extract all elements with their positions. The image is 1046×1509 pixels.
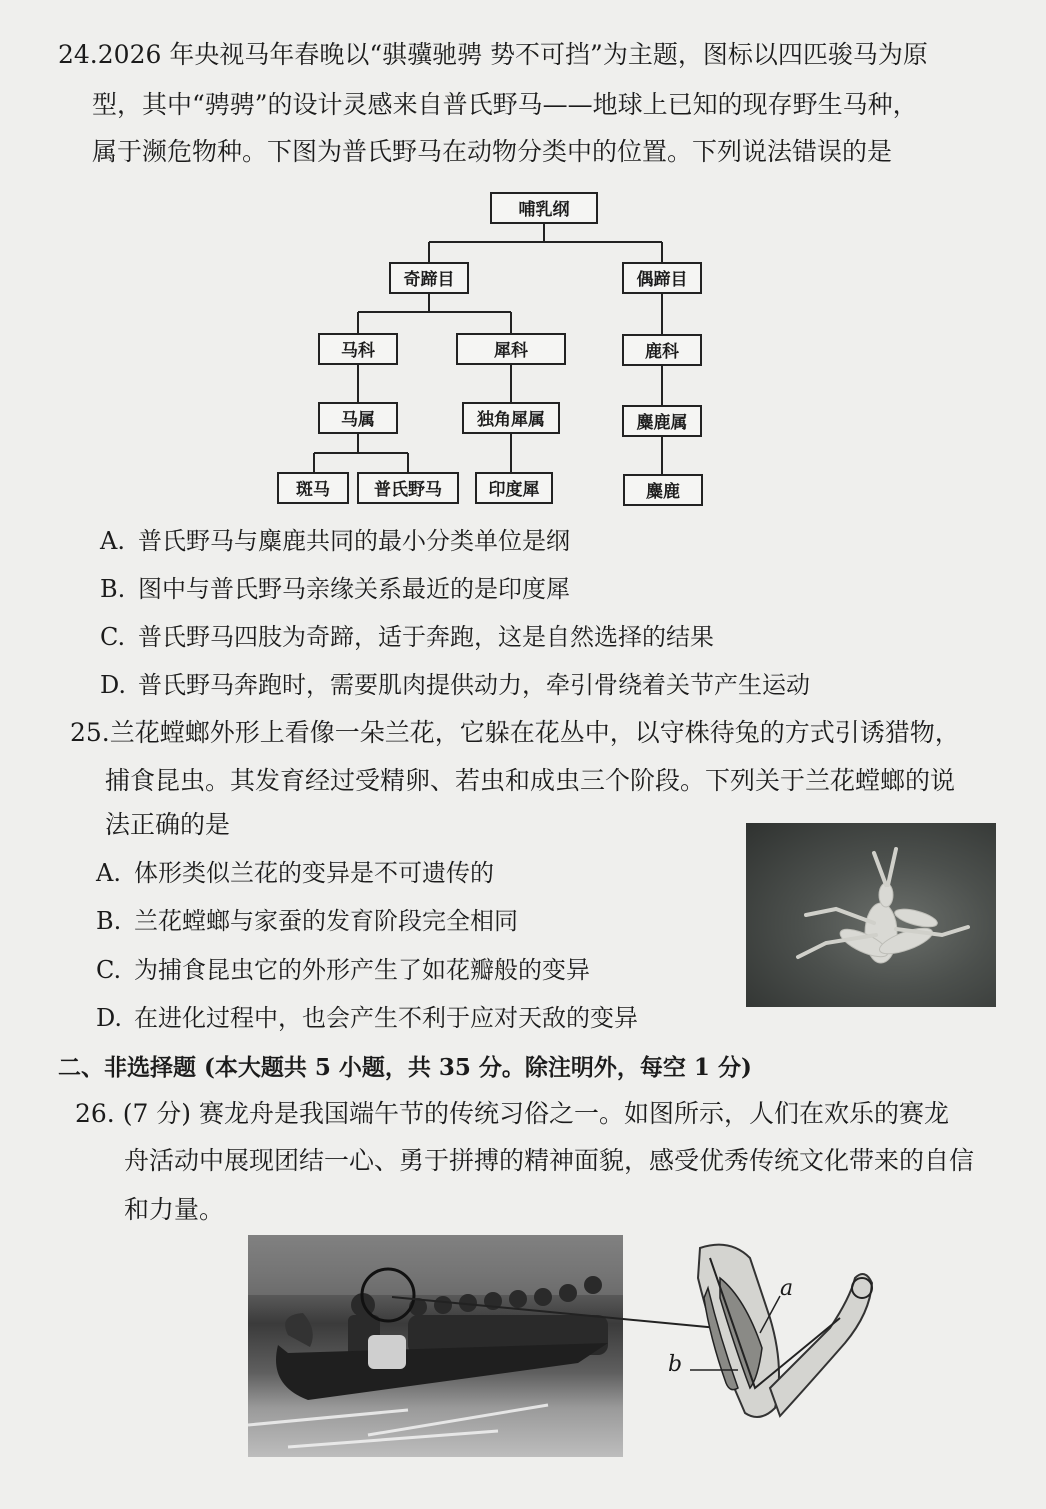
q25-line-3: 法正确的是 <box>105 810 231 839</box>
q25-line-2: 捕食昆虫。其发育经过受精卵、若虫和成虫三个阶段。下列关于兰花螳螂的说 <box>105 766 956 795</box>
tree-node-indian-rhino: 印度犀 <box>475 472 553 504</box>
q25-option-d: D. 在进化过程中，也会产生不利于应对天敌的变异 <box>96 1004 638 1032</box>
q26-line-1: 26. (7 分) 赛龙舟是我国端午节的传统习俗之一。如图所示，人们在欢乐的赛龙 <box>75 1099 950 1128</box>
q25-option-b: B. 兰花螳螂与家蚕的发育阶段完全相同 <box>96 907 518 935</box>
tree-node-rhinoceros: 独角犀属 <box>462 402 560 434</box>
tree-node-elaphurus: 麋鹿属 <box>622 405 702 437</box>
orchid-mantis-photo <box>746 823 996 1007</box>
tree-node-mammalia: 哺乳纲 <box>490 192 598 224</box>
arm-muscle-diagram <box>650 1238 900 1428</box>
section-heading: 二、非选择题 (本大题共 5 小题，共 35 分。除注明外，每空 1 分) <box>58 1054 752 1081</box>
tree-node-milu: 麋鹿 <box>623 474 703 506</box>
tree-node-equidae: 马科 <box>318 333 398 365</box>
q24-line-1: 24.2026 年央视马年春晚以“骐骥驰骋 势不可挡”为主题，图标以四匹骏马为原 <box>58 40 928 69</box>
tree-node-rhinocerotidae: 犀科 <box>456 333 566 365</box>
q24-option-d: D. 普氏野马奔跑时，需要肌肉提供动力，牵引骨绕着关节产生运动 <box>100 671 810 699</box>
diagram-label-a: a <box>780 1276 794 1301</box>
tree-node-przewalski-horse: 普氏野马 <box>357 472 459 504</box>
dragon-boat-photo <box>248 1235 623 1457</box>
diagram-label-b: b <box>668 1352 683 1377</box>
q25-option-c: C. 为捕食昆虫它的外形产生了如花瓣般的变异 <box>96 956 590 984</box>
q24-option-a: A. 普氏野马与麋鹿共同的最小分类单位是纲 <box>100 527 570 555</box>
tree-node-equus: 马属 <box>318 402 398 434</box>
tree-node-zebra: 斑马 <box>277 472 349 504</box>
q24-line-2: 型，其中“骋骋”的设计灵感来自普氏野马——地球上已知的现存野生马种， <box>92 90 918 119</box>
tree-node-artiodactyla: 偶蹄目 <box>622 262 702 294</box>
q24-option-b: B. 图中与普氏野马亲缘关系最近的是印度犀 <box>100 575 570 603</box>
q25-line-1: 25.兰花螳螂外形上看像一朵兰花，它躲在花丛中，以守株待兔的方式引诱猎物， <box>70 718 960 747</box>
q26-line-3: 和力量。 <box>124 1195 225 1224</box>
tree-node-perissodactyla: 奇蹄目 <box>389 262 469 294</box>
q24-option-c: C. 普氏野马四肢为奇蹄，适于奔跑，这是自然选择的结果 <box>100 623 714 651</box>
tree-node-cervidae: 鹿科 <box>622 334 702 366</box>
q26-line-2: 舟活动中展现团结一心、勇于拼搏的精神面貌，感受优秀传统文化带来的自信 <box>124 1146 975 1175</box>
q25-option-a: A. 体形类似兰花的变异是不可遗传的 <box>96 859 494 887</box>
q24-line-3: 属于濒危物种。下图为普氏野马在动物分类中的位置。下列说法错误的是 <box>92 137 893 166</box>
